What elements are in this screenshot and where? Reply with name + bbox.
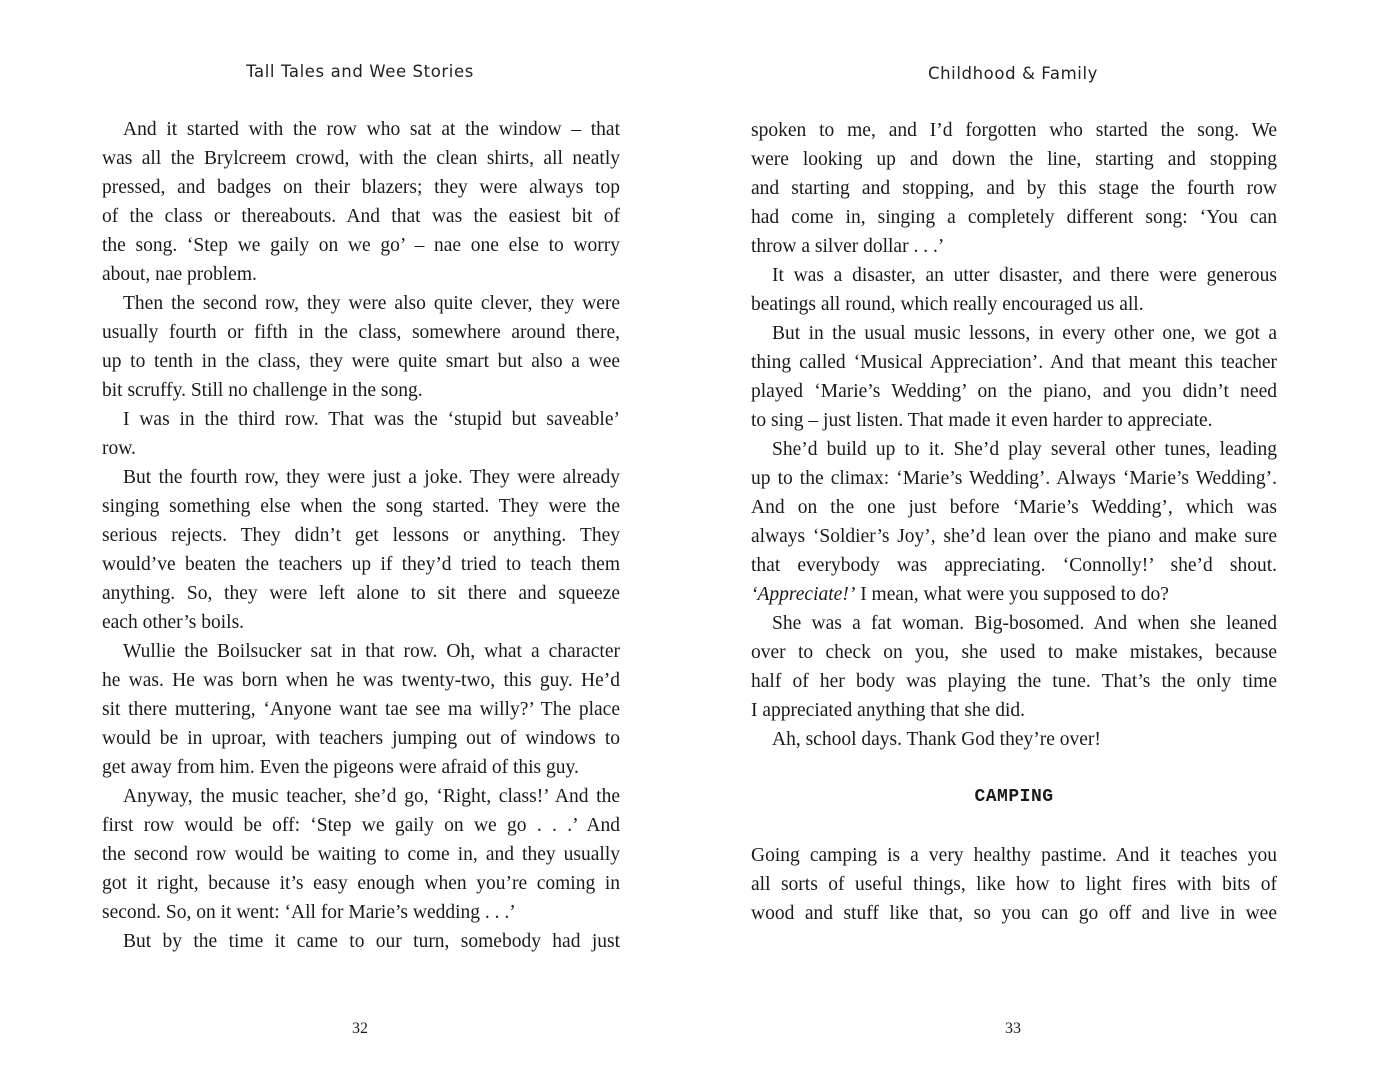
text-line: played ‘Marie’s Wedding’ on the piano, and you didn’t need	[751, 381, 1277, 402]
paragraph	[102, 463, 620, 637]
text-line: were looking up and down the line, starting and stopping	[751, 149, 1277, 170]
text-line: up to tenth in the class, they were quite smart but also a wee	[102, 351, 620, 372]
text-line: the song. ‘Step we gaily on we go’ – nae one else to worry	[102, 235, 620, 256]
text-line: Then the second row, they were also quite clever, they were	[123, 293, 620, 314]
text-line: anything. So, they were left alone to sit there and squeeze	[102, 583, 620, 604]
text-line: And it started with the row who sat at the window – that	[123, 119, 620, 140]
text-line: half of her body was playing the tune. That’s the only time	[751, 671, 1277, 692]
text-line: Anyway, the music teacher, she’d go, ‘Right, class!’ And the	[123, 786, 620, 807]
right-page-body	[751, 116, 1277, 928]
text-line: that everybody was appreciating. ‘Connolly!’ she’d shout.	[751, 555, 1277, 576]
text-line: Going camping is a very healthy pastime. And it teaches you	[751, 845, 1277, 866]
text-line: up to the climax: ‘Marie’s Wedding’. Always ‘Marie’s Wedding’.	[751, 468, 1277, 489]
right-page	[690, 0, 1379, 1080]
paragraph	[102, 637, 620, 782]
text-line: Ah, school days. Thank God they’re over!	[772, 729, 1101, 750]
text-line: over to check on you, she used to make mistakes, because	[751, 642, 1277, 663]
paragraph	[751, 841, 1277, 928]
text-line: thing called ‘Musical Appreciation’. And that meant this teacher	[751, 352, 1277, 373]
paragraph	[102, 289, 620, 405]
running-head-chapter-title: Childhood & Family	[928, 64, 1098, 83]
italic-text: ‘Appreciate!’	[751, 584, 856, 605]
page-number: 32	[352, 1020, 368, 1037]
page-number: 33	[1005, 1020, 1021, 1037]
text-line: was all the Brylcreem crowd, with the clean shirts, all neatly	[102, 148, 620, 169]
text-line: row.	[102, 438, 136, 459]
text-line	[751, 580, 1277, 609]
paragraph	[751, 261, 1277, 319]
text-line: always ‘Soldier’s Joy’, she’d lean over the piano and make sure	[751, 526, 1277, 547]
text-line: It was a disaster, an utter disaster, and there were generous	[772, 265, 1277, 286]
text-line: She was a fat woman. Big-bosomed. And when she leaned	[772, 613, 1277, 634]
text-line: beatings all round, which really encouraged us all.	[751, 294, 1144, 315]
text-line: serious rejects. They didn’t get lessons or anything. They	[102, 525, 620, 546]
text-line: But the fourth row, they were just a joke. They were already	[123, 467, 620, 488]
paragraph	[751, 435, 1277, 609]
text-line: of the class or thereabouts. And that was the easiest bit of	[102, 206, 620, 227]
text-line: Wullie the Boilsucker sat in that row. Oh, what a character	[123, 641, 620, 662]
text-line: had come in, singing a completely different song: ‘You can	[751, 207, 1277, 228]
text-line: would’ve beaten the teachers up if they’d tried to teach them	[102, 554, 620, 575]
text-line: to sing – just listen. That made it even harder to appreciate.	[751, 410, 1213, 431]
text-line: second. So, on it went: ‘All for Marie’s wedding . . .’	[102, 902, 516, 923]
text-line: get away from him. Even the pigeons were afraid of this guy.	[102, 757, 579, 778]
text-line: sit there muttering, ‘Anyone want tae see ma willy?’ The place	[102, 699, 620, 720]
text-line: he was. He was born when he was twenty-two, this guy. He’d	[102, 670, 620, 691]
paragraph	[751, 116, 1277, 261]
text-line: pressed, and badges on their blazers; they were always top	[102, 177, 620, 198]
text-line: would be in uproar, with teachers jumping out of windows to	[102, 728, 620, 749]
text-line: throw a silver dollar . . .’	[751, 236, 945, 257]
text-line: the second row would be waiting to come in, and they usually	[102, 844, 620, 865]
text-line: all sorts of useful things, like how to light fires with bits of	[751, 874, 1277, 895]
paragraph	[751, 319, 1277, 435]
text-line: spoken to me, and I’d forgotten who started the song. We	[751, 120, 1277, 141]
running-head-book-title: Tall Tales and Wee Stories	[246, 62, 474, 81]
paragraph	[102, 927, 620, 956]
paragraph	[102, 405, 620, 463]
text-line: She’d build up to it. She’d play several other tunes, leading	[772, 439, 1277, 460]
text-line: And on the one just before ‘Marie’s Wedding’, which was	[751, 497, 1277, 518]
text-line: usually fourth or fifth in the class, somewhere around there,	[102, 322, 620, 343]
text-line: But in the usual music lessons, in every other one, we got a	[772, 323, 1277, 344]
text-line: first row would be off: ‘Step we gaily on we go . . .’ And	[102, 815, 620, 836]
paragraph	[102, 115, 620, 289]
section-heading: CAMPING	[974, 787, 1054, 807]
text-line: wood and stuff like that, so you can go off and live in wee	[751, 903, 1277, 924]
text-line: I appreciated anything that she did.	[751, 700, 1025, 721]
text-line: and starting and stopping, and by this stage the fourth row	[751, 178, 1277, 199]
text-line: But by the time it came to our turn, somebody had just	[123, 931, 620, 952]
text-line: I was in the third row. That was the ‘stupid but saveable’	[123, 409, 620, 430]
paragraph	[751, 725, 1277, 754]
paragraph	[102, 782, 620, 927]
text-line: bit scruffy. Still no challenge in the song.	[102, 380, 423, 401]
paragraph	[751, 609, 1277, 725]
text: I mean, what were you supposed to do?	[855, 584, 1169, 605]
left-page-body	[102, 115, 620, 956]
text-line: each other’s boils.	[102, 612, 245, 633]
text-line: singing something else when the song started. They were the	[102, 496, 620, 517]
text-line: got it right, because it’s easy enough when you’re coming in	[102, 873, 620, 894]
text-line: about, nae problem.	[102, 264, 257, 285]
